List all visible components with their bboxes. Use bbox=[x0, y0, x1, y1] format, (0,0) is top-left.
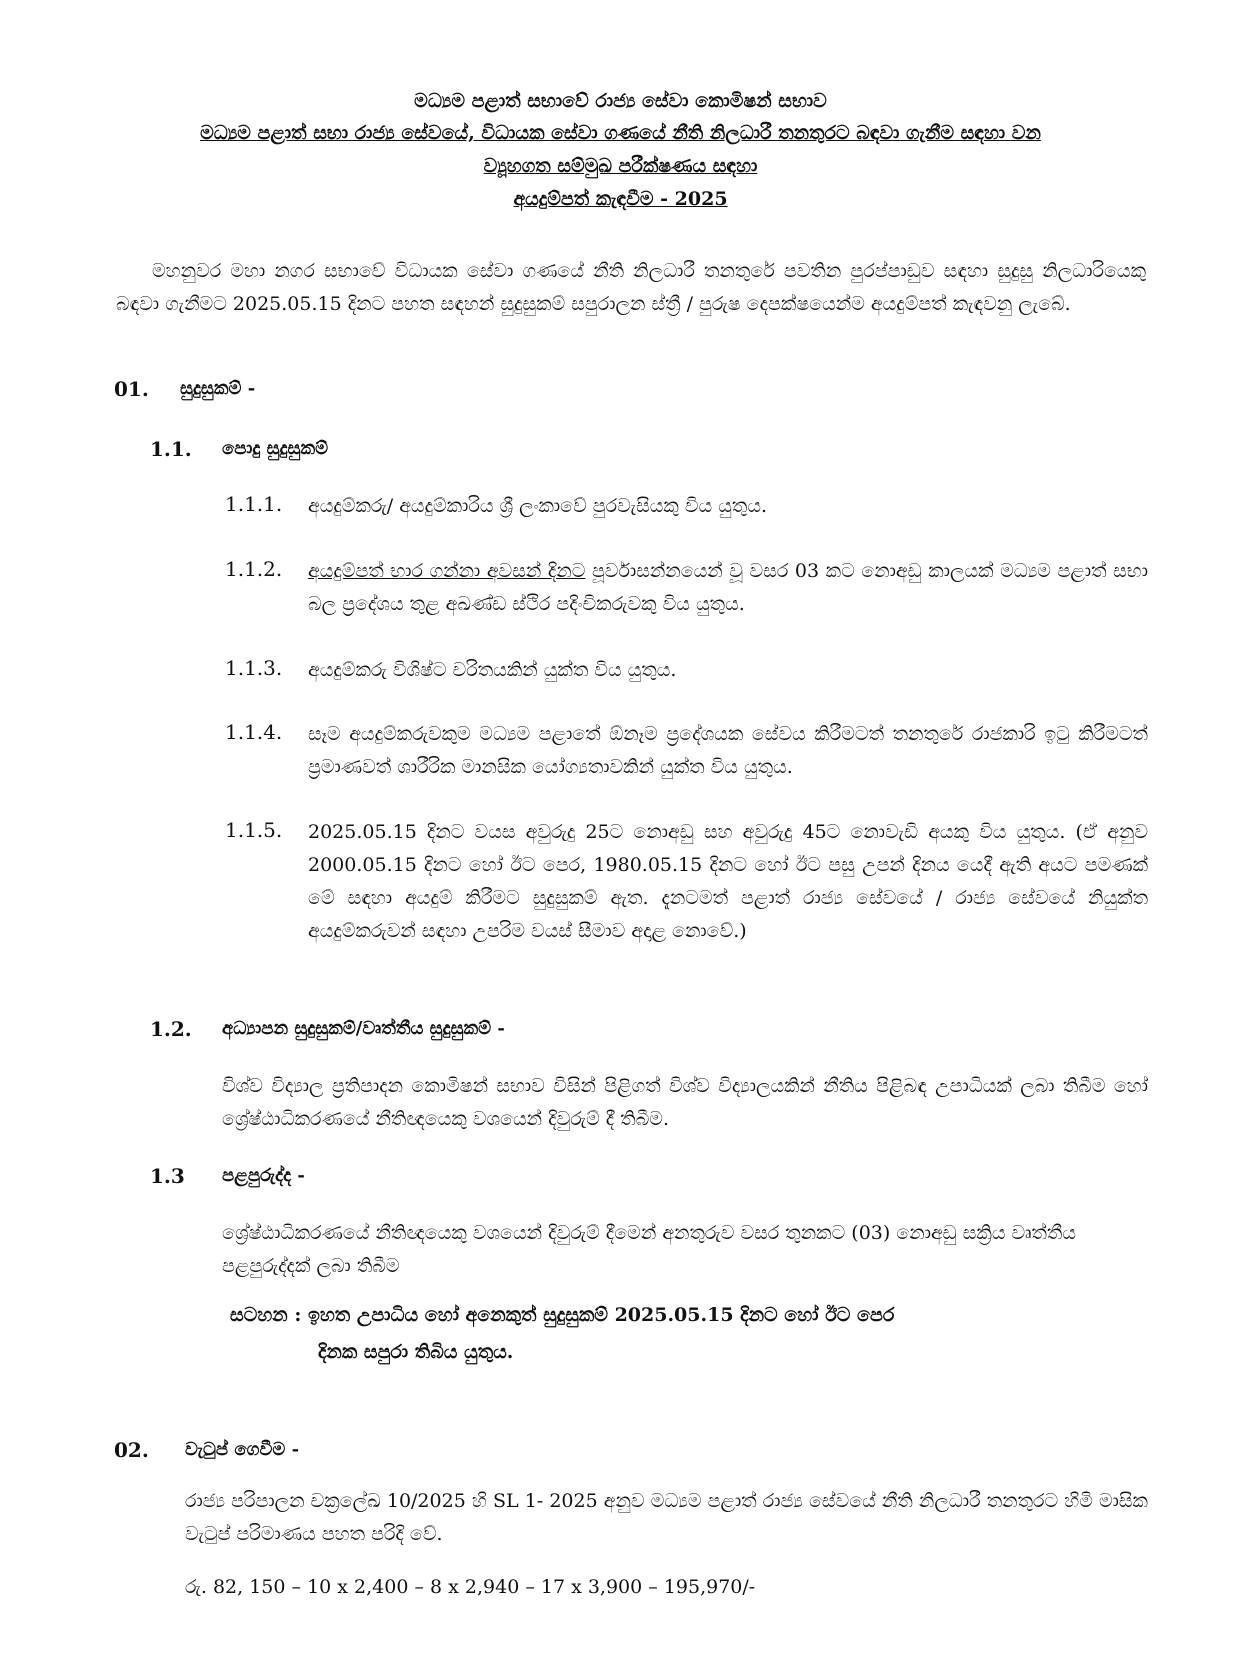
subsection-1-2-title: අධ්‍යාපන සුදුසුකම්/වෘත්තීය සුදුසුකම් - bbox=[222, 1018, 505, 1039]
subsection-1-3-title: පළපුරුද්ද - bbox=[222, 1165, 305, 1186]
section-2-title: වැටුප් ගෙවීම - bbox=[185, 1439, 300, 1460]
item-1-1-2-number: 1.1.2. bbox=[225, 557, 283, 581]
header-line-4: අයදුම්පත් කැඳවීම - 2025 bbox=[513, 188, 728, 210]
salary-scale: රු. 82, 150 – 10 x 2,400 – 8 x 2,940 – 17 x 3,900 – 195,970/- bbox=[185, 1576, 756, 1598]
subsection-1-1-title: පොදු සුදුසුකම් bbox=[222, 438, 329, 459]
subsection-1-1-number: 1.1. bbox=[150, 437, 192, 461]
section-1-number: 01. bbox=[114, 377, 149, 401]
subsection-1-2-number: 1.2. bbox=[150, 1017, 192, 1041]
item-1-1-2-rest-text: පූර්වාසන්නයෙන් වූ වසර 03 කට නොඅඩු කාලයක් මධ්‍යම පළාත් සභා බල ප්‍රදේශය තුළ අඛණ්ඩ ස්ථිර පදිංචිකරුවකු විය යුතුය. bbox=[308, 560, 1148, 615]
subsection-1-2-text: විශ්ව විද්‍යාල ප්‍රතිපාදන කොමිෂන් සභාව විසින් පිළිගත් විශ්ව විද්‍යාලයකින් නීතිය පිළිබඳ උපාධියක් ලබා තිබීම හෝ ශ්‍රේෂ්ඨාධිකරණයේ නීතිඥයෙකු වශයෙන් දිවුරුම් දී තිබීම. bbox=[222, 1075, 1148, 1130]
item-1-1-2-underlined-text: අයදුම්පත් භාර ගන්නා අවසන් දිනට bbox=[308, 560, 586, 582]
item-1-1-4-number: 1.1.4. bbox=[225, 720, 283, 744]
item-1-1-3-number: 1.1.3. bbox=[225, 656, 283, 680]
note-line-2: දිනක සපුරා තිබිය යුතුය. bbox=[318, 1341, 514, 1363]
item-1-1-1-text: අයදුම්කරු/ අයදුම්කාරිය ශ්‍රී ලංකාවේ පුරවැසියකු විය යුතුය. bbox=[308, 495, 768, 517]
item-1-1-4-text: සෑම අයදුම්කරුවකුම මධ්‍යම පළාතේ ඕනෑම ප්‍රදේශයක සේවය කිරීමටත් තනතුරේ රාජකාරි ඉටු කිරීමටත් ප්‍රමාණවත් ශාරීරික මානසික යෝග්‍යතාවකින් යුක්ත විය යුතුය. bbox=[308, 723, 1148, 778]
subsection-1-3-number: 1.3 bbox=[150, 1164, 185, 1188]
item-1-1-1-number: 1.1.1. bbox=[225, 492, 283, 516]
header-line-3: ව්‍යූහගත සම්මුඛ පරීක්ෂණය සඳහා bbox=[483, 155, 758, 177]
item-1-1-2-text bbox=[308, 555, 1148, 621]
section-2-number: 02. bbox=[114, 1438, 149, 1462]
item-1-1-5-number: 1.1.5. bbox=[225, 818, 283, 842]
intro-paragraph: මහනුවර මහා නගර සභාවේ විධායක සේවා ගණයේ නීති නිලධාරී තනතුරේ පවතින පුරප්පාඩුව සඳහා සුදුසු නිලධාරියෙකු බඳවා ගැනීමට 2025.05.15 දිනට පහත සඳහන් සුදුසුකම් සපුරාලන ස්ත්‍රී / පුරුෂ දෙපක්ෂයෙන්ම අයදුම්පත් කැඳවනු ලැබේ. bbox=[116, 260, 1146, 315]
header-line-2: මධ්‍යම පළාත් සභා රාජ්‍ය සේවයේ, විධායක සේවා ගණයේ නීති නිලධාරී තනතුරට බඳවා ගැනීම සඳහා වන bbox=[200, 122, 1041, 144]
section-2-text: රාජ්‍ය පරිපාලන චක්‍රලේඛ 10/2025 හි SL 1- 2025 අනුව මධ්‍යම පළාත් රාජ්‍ය සේවයේ නීති නිලධාරී තනතුරට හිමි මාසික වැටුප් පරිමාණය පහත පරිදි වේ. bbox=[185, 1490, 1148, 1545]
item-1-1-3-text: අයදුම්කරු විශිෂ්ට චරිතයකින් යුක්ත විය යුතුය. bbox=[308, 659, 677, 681]
item-1-1-5-text: 2025.05.15 දිනට වයස අවුරුදු 25ට නොඅඩු සහ අවුරුදු 45ට නොවැඩි අයකු විය යුතුය. (ඒ අනුව 2000.05.15 දිනට හෝ ඊට පෙර, 1980.05.15 දිනට හෝ ඊට පසු උපන් දිනය යෙදී ඇති අයට පමණක් මේ සඳහා අයදුම් කිරීමට සුදුසුකම් ඇත. දැනටමත් පළාත් රාජ්‍ය සේවයේ / රාජ්‍ය සේවයේ නියුක්ත අයදුම්කරුවන් සඳහා උපරිම වයස් සීමාව අදාළ නොවේ.) bbox=[308, 821, 1148, 942]
section-1-title: සුදුසුකම් - bbox=[180, 378, 256, 399]
note-line-1: සටහන : ඉහත උපාධිය හෝ අනෙකුත් සුදුසුකම් 2025.05.15 දිනට හෝ ඊට පෙර bbox=[230, 1304, 895, 1326]
subsection-1-3-text: ශ්‍රේෂ්ඨාධිකරණයේ නීතිඥයෙකු වශයෙන් දිවුරුම් දීමෙන් අනතුරුව වසර තුනකට (03) නොඅඩු සක්‍රිය වෘත්තීය පළපුරුද්දක් ලබා තිබීම bbox=[222, 1222, 1076, 1277]
header-line-1: මධ්‍යම පළාත් සභාවේ රාජ්‍ය සේවා කොමිෂන් සභාව bbox=[414, 90, 827, 112]
